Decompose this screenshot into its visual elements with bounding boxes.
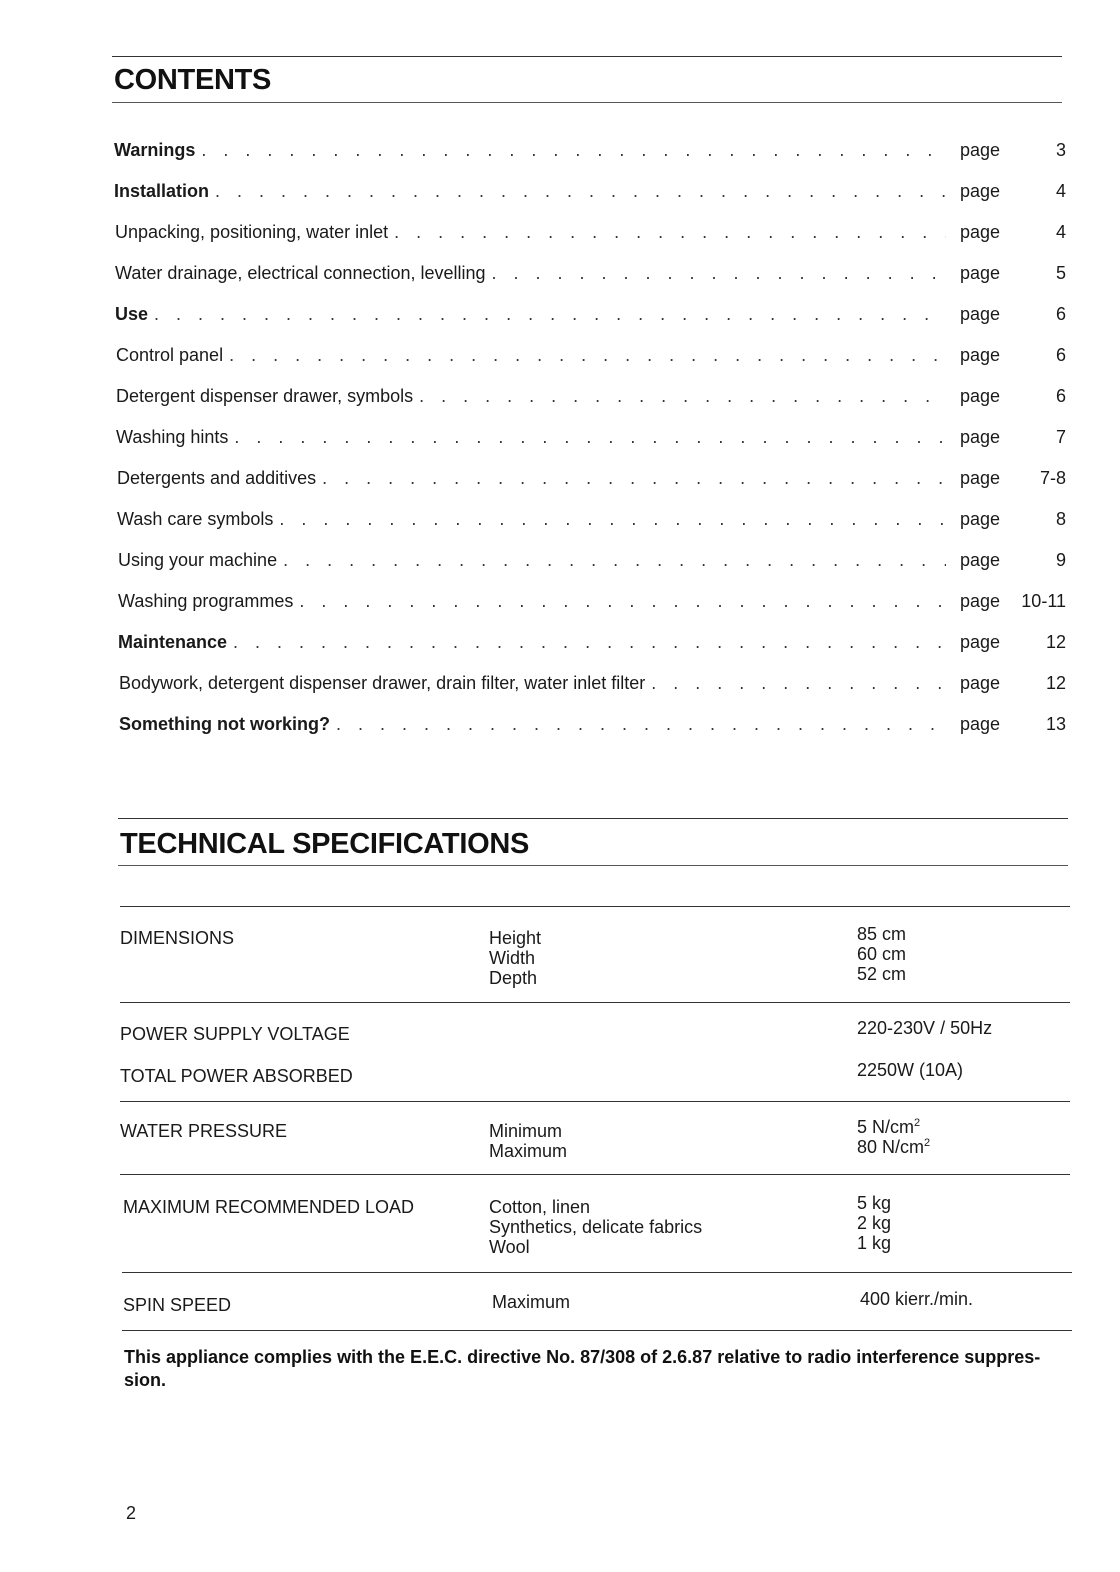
contents-entry-page-number: 3 [1055,140,1066,160]
contents-entry-page-number: 7 [1055,427,1066,447]
contents-entry [114,622,1066,663]
contents-entry-label: Washing programmes [118,591,294,611]
contents-entry-page-word: page [960,550,1001,570]
contents-entry [114,253,1066,294]
spec-label-max-load: MAXIMUM RECOMMENDED LOAD [123,1197,415,1217]
specs-title-bottom-rule [118,865,1068,866]
spec-label-dimensions: DIMENSIONS [120,928,235,948]
contents-entry-label: Installation [114,181,210,201]
spec-value: 85 cm [857,924,907,944]
spec-item: Width [489,948,536,968]
dot-leader [279,509,946,530]
contents-entry-label: Warnings [114,140,196,160]
contents-entry-page-word: page [960,304,1001,324]
contents-entry-page-word: page [960,222,1001,242]
spec-item: Minimum [489,1121,563,1141]
contents-entry-page-word: page [960,263,1001,283]
spec-value: 1 kg [857,1233,892,1253]
contents-entry-label: Using your machine [118,550,278,570]
contents-entry [114,212,1066,253]
spec-item: Maximum [489,1141,568,1161]
contents-entry [114,171,1066,212]
spec-value: 60 cm [857,944,907,964]
spec-value: 52 cm [857,964,907,984]
spec-item: Height [489,928,542,948]
contents-entry-page-word: page [960,714,1001,734]
dot-leader [233,632,946,653]
contents-entry-label: Use [115,304,149,324]
spec-item: Synthetics, delicate fabrics [489,1217,703,1237]
spec-label-water-pressure: WATER PRESSURE [120,1121,288,1141]
contents-entry-page-word: page [960,509,1001,529]
spec-value-spin-speed: 400 kierr./min. [860,1289,974,1309]
contents-entry [114,499,1066,540]
dot-leader [651,673,946,694]
contents-entry-page-word: page [960,181,1001,201]
contents-entry-label: Detergent dispenser drawer, symbols [116,386,414,406]
contents-entry-page-word: page [960,673,1001,693]
contents-entry-page-number: 12 [1045,632,1066,652]
contents-entry-label: Wash care symbols [117,509,274,529]
contents-entry [114,581,1066,622]
contents-entry-page-number: 13 [1045,714,1066,734]
dot-leader [336,714,946,735]
spec-rule-5 [122,1272,1072,1273]
dot-leader [215,181,946,202]
contents-entry-page-word: page [960,427,1001,447]
contents-entry-page-number: 8 [1055,509,1066,529]
contents-entry-page-number: 6 [1055,304,1066,324]
contents-list [114,130,1066,745]
dot-leader [492,263,946,284]
contents-entry-page-number: 7-8 [1039,468,1066,488]
contents-bottom-rule [112,102,1062,103]
spec-value: 5 $N/cm^2$ [857,1117,921,1137]
dot-leader [322,468,946,489]
contents-entry-page-word: page [960,591,1001,611]
spec-items-water-pressure [489,1121,567,1161]
contents-entry-label: Unpacking, positioning, water inlet [115,222,389,242]
contents-entry-page-number: 4 [1055,222,1066,242]
spec-rule-1 [120,906,1070,907]
dot-leader [419,386,946,407]
page-number: 2 [126,1503,137,1523]
compliance-note: This appliance complies with the E.E.C. directive No. 87/308 of 2.6.87 relative to radio interference suppres- sion. [124,1347,1041,1390]
dot-leader [154,304,946,325]
spec-item-spin-speed: Maximum [492,1292,571,1312]
spec-values-dimensions [857,924,906,984]
spec-values-water-pressure [857,1117,930,1157]
contents-entry-label: Something not working? [119,714,330,734]
spec-value: 80 $N/cm^2$ [857,1137,931,1157]
contents-entry-page-word: page [960,386,1001,406]
specs-top-rule [118,818,1068,819]
contents-entry [114,376,1066,417]
contents-entry-page-number: 9 [1055,550,1066,570]
spec-value: 5 kg [857,1193,892,1213]
spec-label-power-absorbed: TOTAL POWER ABSORBED [120,1066,353,1086]
spec-rule-2 [120,1002,1070,1003]
contents-entry [114,704,1066,745]
spec-item: Depth [489,968,538,988]
spec-item: Cotton, linen [489,1197,591,1217]
contents-entry-label: Bodywork, detergent dispenser drawer, drain filter, water inlet filter [119,673,646,693]
contents-entry-label: Control panel [116,345,224,365]
contents-entry-page-number: 6 [1055,386,1066,406]
dot-leader [283,550,946,571]
spec-value-power-absorbed: 2250W (10A) [857,1060,964,1080]
contents-entry [114,294,1066,335]
contents-entry-label: Maintenance [118,632,228,652]
dot-leader [234,427,946,448]
spec-label-power-voltage: POWER SUPPLY VOLTAGE [120,1024,350,1044]
spec-rule-4 [120,1174,1070,1175]
contents-entry-page-number: 6 [1055,345,1066,365]
spec-value-power-voltage: 220-230V / 50Hz [857,1018,993,1038]
contents-entry-page-number: 5 [1055,263,1066,283]
spec-items-dimensions [489,928,541,988]
contents-entry-page-number: 10-11 [1021,591,1066,611]
contents-entry-page-number: 12 [1045,673,1066,693]
contents-entry-page-word: page [960,468,1001,488]
contents-entry [114,417,1066,458]
dot-leader [229,345,946,366]
spec-value: 2 kg [857,1213,892,1233]
contents-entry-label: Water drainage, electrical connection, levelling [115,263,486,283]
dot-leader [299,591,946,612]
spec-rule-6 [122,1330,1072,1331]
dot-leader [201,140,946,161]
spec-items-max-load [489,1197,702,1257]
contents-top-rule [112,56,1062,57]
contents-entry-label: Washing hints [116,427,229,447]
contents-entry [114,458,1066,499]
contents-entry-page-word: page [960,345,1001,365]
spec-values-max-load [857,1193,891,1253]
contents-entry-page-word: page [960,140,1001,160]
spec-label-spin-speed: SPIN SPEED [123,1295,232,1315]
specs-title: TECHNICAL SPECIFICATIONS [120,828,530,860]
contents-entry-page-number: 4 [1055,181,1066,201]
contents-entry-page-word: page [960,632,1001,652]
contents-title: CONTENTS [114,64,272,96]
contents-entry [114,540,1066,581]
contents-entry [114,130,1066,171]
contents-entry-label: Detergents and additives [117,468,317,488]
contents-entry [114,663,1066,704]
spec-rule-3 [120,1101,1070,1102]
spec-item: Wool [489,1237,530,1257]
dot-leader [394,222,946,243]
contents-entry [114,335,1066,376]
